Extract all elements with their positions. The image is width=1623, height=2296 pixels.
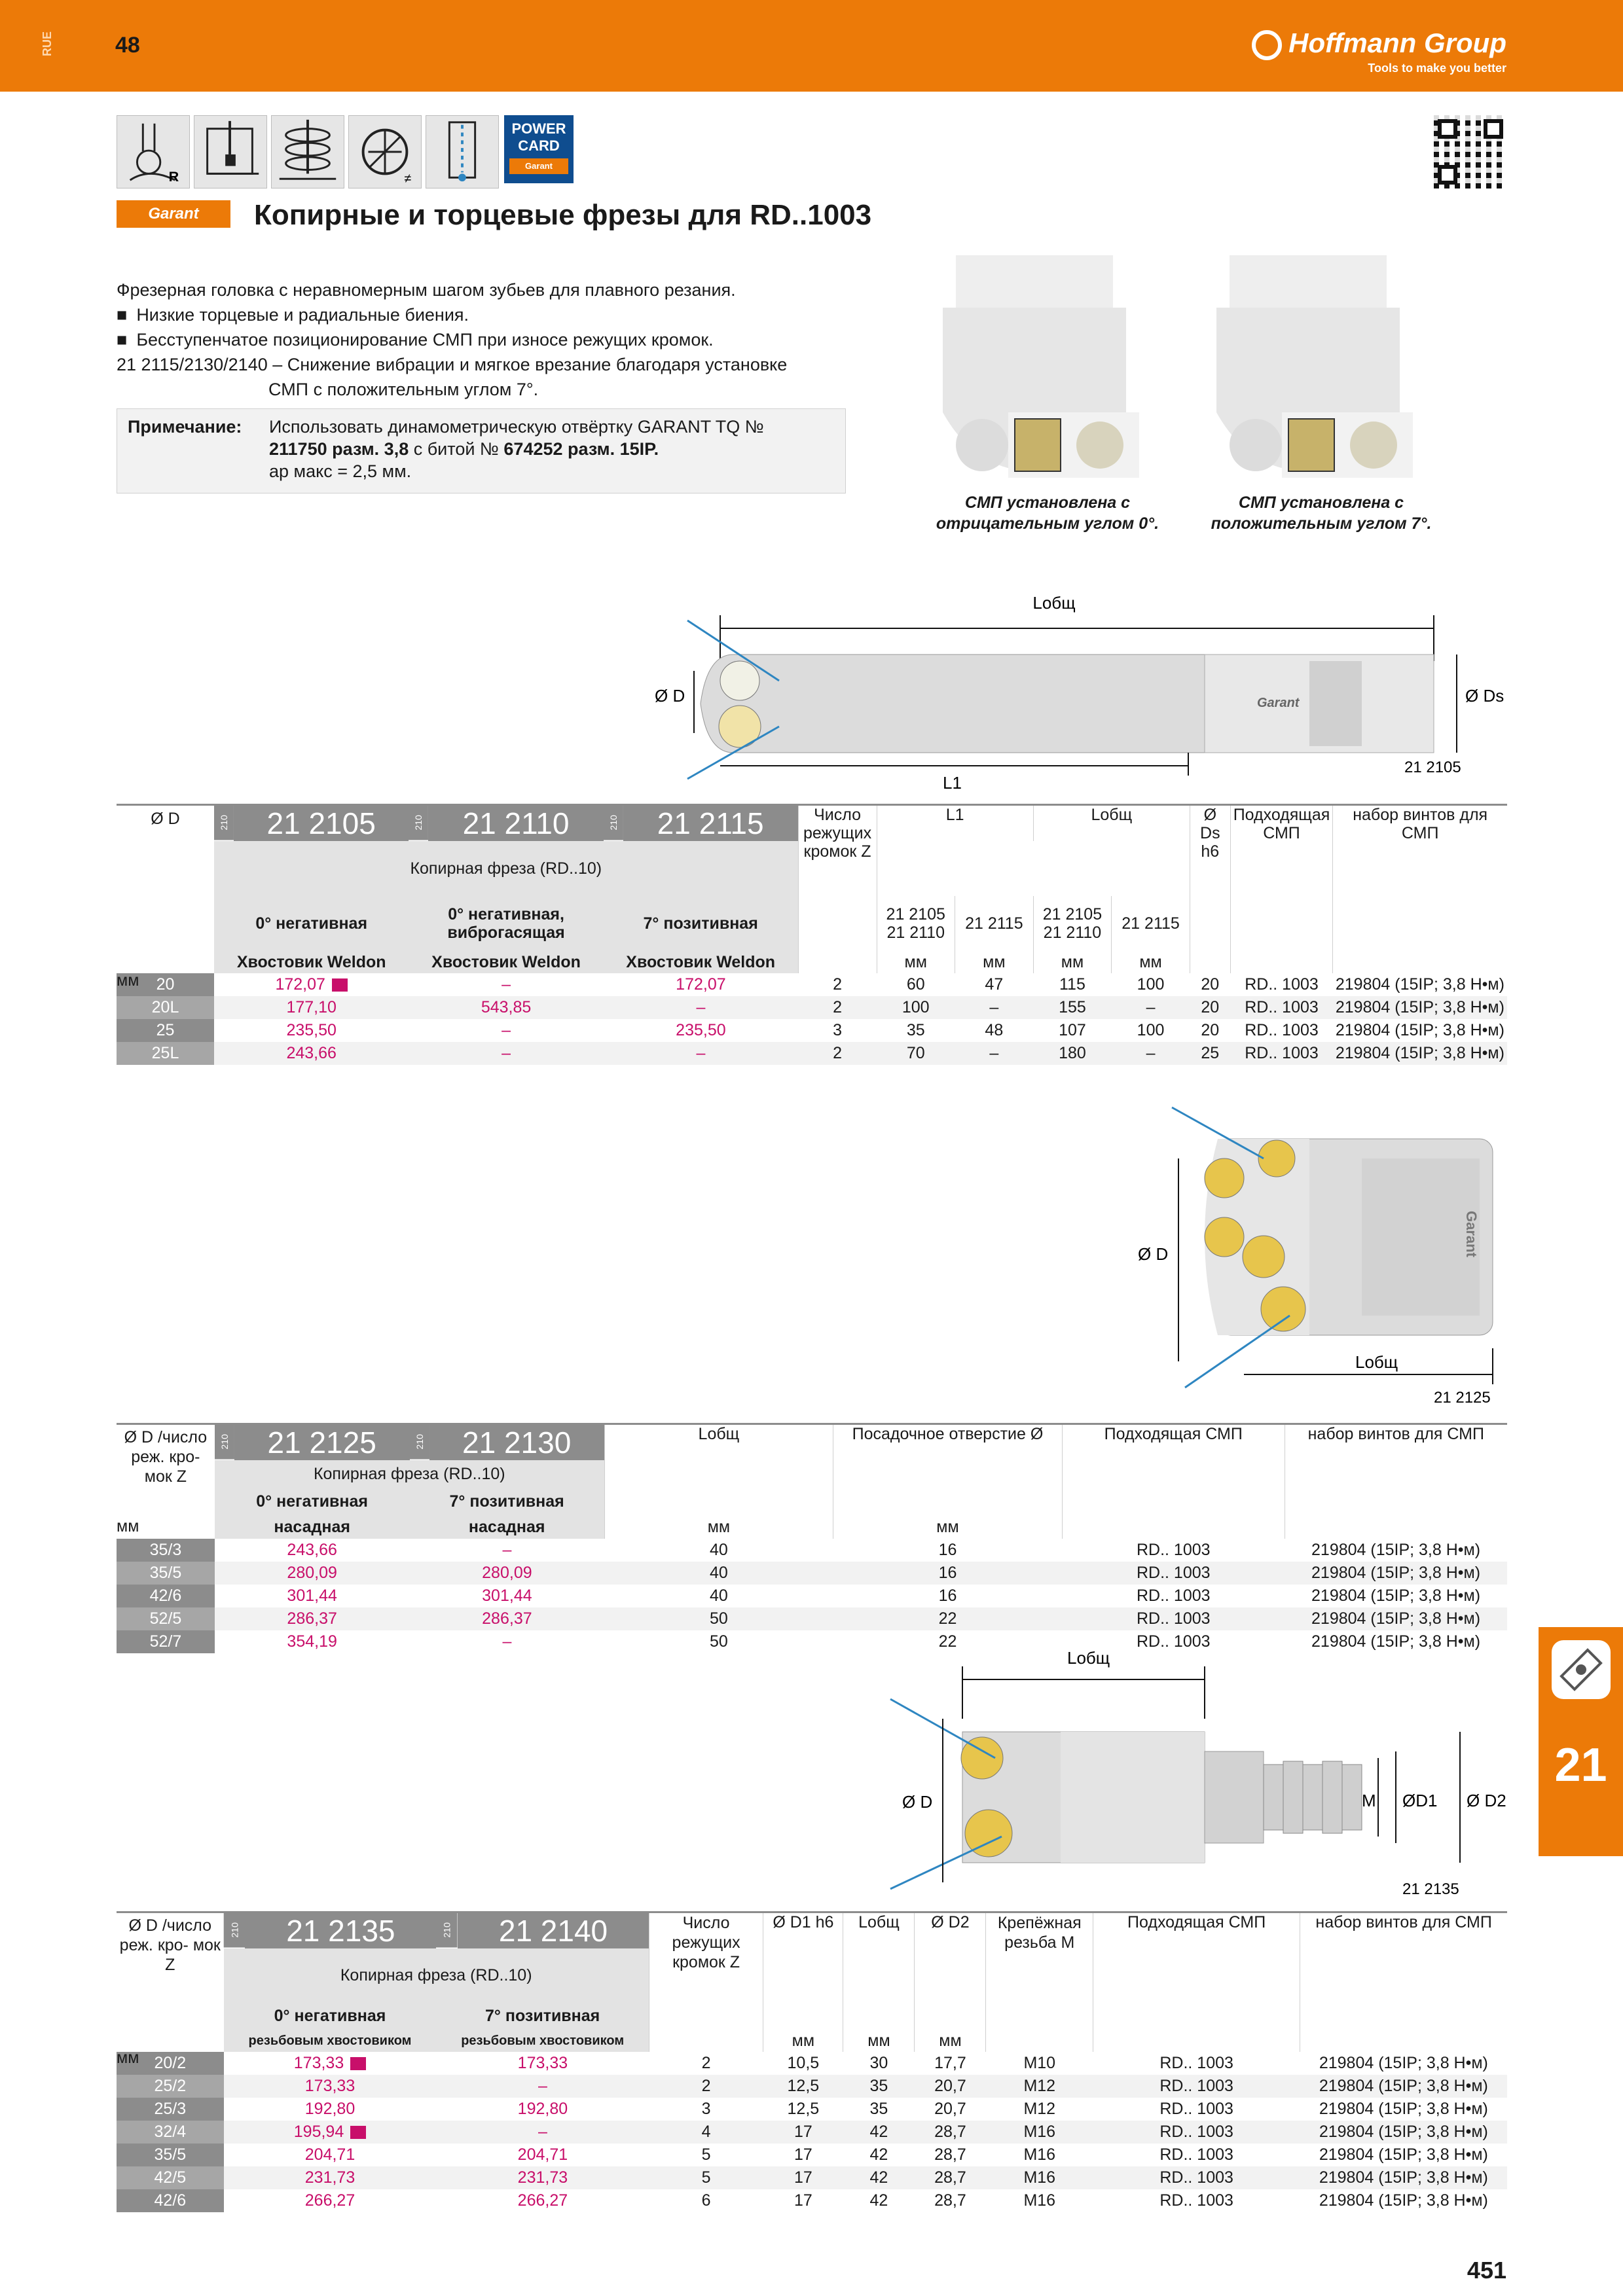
- price-cell: [214, 1042, 409, 1065]
- table-cell: 100: [902, 998, 930, 1016]
- table-cell: 5: [701, 2168, 711, 2187]
- table-shank-cutters: Ø D 210 21 2105 210 21 2110 210 21 2115 Число режущих кромок Z L1 Lобщ Ø Ds h6 Подходящая СМП набор винтов для СМП Копирная фреза (RD..10) 0° негативная 0° негативная, виброгасящая 7° позитивная 21 2105 21 2110 21 2115 21 2105 21 2110 21 2115 Хвостовик Weldon Хвостовик Weldon Хвостовик Weldon мм мм мм мм 20 172,07 – 172,07 2 60 47 115 100 20 RD.. 1003 219804 (15IP; 3,8 Н•м) 20L 177,10 543,85 – 2 100 – 155 – 20 RD.. 1003 219804 (15IP; 3,8 Н•м) 25 235,50 – 235,50 3 35 48 107 100 20 RD.. 1003 219804 (15IP; 3,8 Н•м) 25L 243,66 – – 2 70 – 180 – 25 RD.. 1003 219804 (15IP; 3,8 Н•м): [117, 804, 1507, 1065]
- price-value: –: [538, 2077, 547, 2095]
- screw-in-cutter-drawing: [890, 1648, 1519, 1915]
- table-cell: RD.. 1003: [1136, 1587, 1211, 1605]
- internal-coolant-icon: [426, 115, 499, 188]
- table-cell: RD.. 1003: [1136, 1632, 1211, 1651]
- row-key-cell: 35/5: [117, 1562, 215, 1585]
- price-cell: [409, 1019, 603, 1042]
- price-value: 266,27: [517, 2191, 568, 2210]
- table-cell: 30: [869, 2054, 888, 2072]
- table-cell: 17: [793, 2168, 812, 2187]
- table-cell: 70: [906, 1044, 925, 1062]
- table-cell: 48: [985, 1021, 1004, 1039]
- table-cell: 28,7: [934, 2191, 966, 2210]
- page-ref: 48: [115, 33, 140, 58]
- price-value: 301,44: [287, 1587, 337, 1605]
- table-row: [117, 2052, 1507, 2075]
- table-cell: RD.. 1003: [1136, 1609, 1211, 1628]
- price-cell: [436, 2052, 649, 2075]
- table-cell: 219804 (15IP; 3,8 Н•м): [1311, 1564, 1481, 1582]
- price-cell: [214, 1019, 409, 1042]
- table-row: [117, 1042, 1507, 1065]
- new-item-marker-icon: [350, 2057, 366, 2070]
- table-cell: 219804 (15IP; 3,8 Н•м): [1319, 2191, 1488, 2210]
- price-value: 235,50: [286, 1021, 337, 1039]
- table-cell: 35: [906, 1021, 925, 1039]
- new-item-marker-icon: [332, 978, 348, 992]
- table-cell: 10,5: [787, 2054, 820, 2072]
- table-cell: 47: [985, 975, 1004, 994]
- price-value: 192,80: [517, 2100, 568, 2118]
- table-cell: 2: [833, 1044, 842, 1062]
- d2-label: Ø D2: [1467, 1791, 1506, 1810]
- price-cell: [409, 973, 603, 996]
- table-row: [117, 1019, 1507, 1042]
- table-cell: 42: [869, 2123, 888, 2141]
- row-key-cell: 25L: [117, 1042, 214, 1065]
- price-value: 173,33: [304, 2077, 356, 2095]
- price-value: 192,80: [304, 2100, 356, 2118]
- price-value: –: [501, 1044, 511, 1062]
- table-cell: 60: [906, 975, 925, 994]
- table-row: [117, 2189, 1507, 2212]
- table-cell: RD.. 1003: [1159, 2054, 1233, 2072]
- price-value: 243,66: [286, 1044, 337, 1062]
- table-cell: RD.. 1003: [1159, 2077, 1233, 2095]
- price-value: 543,85: [481, 998, 532, 1016]
- price-value: 301,44: [482, 1587, 532, 1605]
- price-value: 173,33: [293, 2054, 344, 2072]
- table-cell: 42: [869, 2191, 888, 2210]
- price-cell: [409, 996, 603, 1019]
- price-value: –: [696, 1044, 706, 1062]
- table-cell: 6: [701, 2191, 711, 2210]
- caption-negative: СМП установлена с отрицательным углом 0°.: [936, 493, 1159, 533]
- price-cell: [224, 2121, 437, 2144]
- price-cell: [215, 1630, 410, 1653]
- price-cell: [214, 973, 409, 996]
- table-cell: 219804 (15IP; 3,8 Н•м): [1335, 1021, 1504, 1039]
- table-cell: M16: [1023, 2168, 1056, 2187]
- table-cell: 219804 (15IP; 3,8 Н•м): [1311, 1609, 1481, 1628]
- insert-negative-image: [930, 255, 1152, 491]
- power-card-logo: Garant: [509, 158, 568, 174]
- code-21-2130: 21 2130: [429, 1424, 605, 1461]
- row-key-cell: 25: [117, 1019, 214, 1042]
- product-description: Фрезерная головка с неравномерным шагом зубьев для плавного резания. ■ Низкие торцевые и радиальные биения. ■ Бесступенчатое позиционирование СМП при износе режущих кромок. 21 2115/2130/2140 – Снижение вибрации и мягкое врезание благодаря установке СМП с положительным углом 7°.: [117, 278, 863, 402]
- table-cell: RD.. 1003: [1136, 1541, 1211, 1559]
- price-cell: [436, 2121, 649, 2144]
- table-cell: RD.. 1003: [1159, 2191, 1233, 2210]
- price-value: –: [501, 1021, 511, 1039]
- table-cell: 20: [1201, 975, 1220, 994]
- table-cell: 25: [1201, 1044, 1220, 1062]
- ds-label: Ø Ds: [1465, 686, 1504, 706]
- table-cell: 180: [1059, 1044, 1086, 1062]
- price-value: –: [696, 998, 706, 1016]
- table-cell: 40: [710, 1541, 728, 1559]
- m-label: M: [1362, 1791, 1376, 1810]
- brand-tagline: Tools to make you better: [1368, 62, 1506, 75]
- table-cell: RD.. 1003: [1245, 975, 1319, 994]
- code-21-2140: 21 2140: [458, 1912, 649, 1949]
- table-cell: 5: [701, 2145, 711, 2164]
- code-21-2110: 21 2110: [428, 805, 603, 842]
- table-cell: 219804 (15IP; 3,8 Н•м): [1319, 2077, 1488, 2095]
- d1-label: ØD1: [1402, 1791, 1438, 1810]
- table-cell: RD.. 1003: [1245, 998, 1319, 1016]
- price-cell: [215, 1607, 410, 1630]
- table-cell: –: [1146, 998, 1156, 1016]
- table-cell: 20,7: [934, 2100, 966, 2118]
- table-cell: RD.. 1003: [1159, 2100, 1233, 2118]
- table-row: [117, 2098, 1507, 2121]
- table-cell: 107: [1059, 1021, 1086, 1039]
- table-cell: 219804 (15IP; 3,8 Н•м): [1335, 975, 1504, 994]
- table-cell: 22: [938, 1632, 957, 1651]
- price-cell: [224, 2189, 437, 2212]
- price-value: 231,73: [304, 2168, 356, 2187]
- price-cell: [409, 1042, 603, 1065]
- row-key-cell: 25/2: [117, 2075, 224, 2098]
- chapter-number: 21: [1554, 1739, 1607, 1791]
- price-value: 280,09: [287, 1564, 337, 1582]
- table-cell: 219804 (15IP; 3,8 Н•м): [1311, 1587, 1481, 1605]
- table-cell: 35: [869, 2077, 888, 2095]
- table-cell: 50: [710, 1632, 728, 1651]
- l1-label: L1: [943, 773, 962, 793]
- d-label-2: Ø D: [1138, 1244, 1169, 1264]
- price-value: 173,33: [517, 2054, 568, 2072]
- drawing-code-1: 21 2105: [1404, 759, 1461, 776]
- table-row: [117, 1539, 1507, 1562]
- table-row: [117, 973, 1507, 996]
- table-cell: RD.. 1003: [1245, 1021, 1319, 1039]
- qr-code[interactable]: [1434, 115, 1507, 188]
- table-cell: RD.. 1003: [1245, 1044, 1319, 1062]
- new-item-marker-icon: [350, 2126, 366, 2139]
- price-cell: [224, 2166, 437, 2189]
- row-key-cell: 32/4: [117, 2121, 224, 2144]
- price-value: –: [502, 1632, 512, 1651]
- price-cell: [410, 1539, 605, 1562]
- row-key-cell: 52/7: [117, 1630, 215, 1653]
- table-cell: M10: [1023, 2054, 1056, 2072]
- table-row: [117, 1562, 1507, 1585]
- row-key-cell: 20L: [117, 996, 214, 1019]
- table-cell: 42: [869, 2145, 888, 2164]
- shell-cutter-drawing: [1126, 1100, 1519, 1407]
- price-cell: [410, 1630, 605, 1653]
- price-cell: [436, 2075, 649, 2098]
- table-cell: 28,7: [934, 2168, 966, 2187]
- milling-insert-icon: [1552, 1640, 1611, 1699]
- table-cell: 219804 (15IP; 3,8 Н•м): [1311, 1632, 1481, 1651]
- table-screw-in-cutters: Ø D /число реж. кро- мок Z 210 21 2135 210 21 2140 Число режущих кромок Z Ø D1 h6 Lобщ Ø D2 Крепёжная резьба М Подходящая СМП набор винтов для СМП Копирная фреза (RD..10) 0° негативная 7° позитивная резьбовым хвостовиком резьбовым хвостовиком мм мм мм 20/2 173,33 173,33 2 10,5 30 17,7 M10 RD.. 1003 219804 (15IP; 3,8 Н•м) 25/2 173,33 – 2 12,5 35 20,7 M12 RD.. 1003 219804 (15IP; 3,8 Н•м) 25/3 192,80 192,80 3 12,5 35 20,7 M12 RD.. 1003 219804 (15IP; 3,8 Н•м) 32/4 195,94 – 4 17 42 28,7 M16 RD.. 1003 219804 (15IP; 3,8 Н•м) 35/5 204,71 204,71 5 17 42 28,7 M16 RD.. 1003 219804 (15IP; 3,8 Н•м) 42/5 231,73 231,73 5 17 42 28,7 M16 RD.. 1003 219804 (15IP; 3,8 Н•м) 42/6 266,27 266,27 6 17 42 28,7 M16 RD.. 1003 219804 (15IP; 3,8 Н•м): [117, 1911, 1507, 2212]
- table-cell: M12: [1023, 2077, 1056, 2095]
- table-cell: 20: [1201, 998, 1220, 1016]
- table-cell: 20: [1201, 1021, 1220, 1039]
- table-cell: 12,5: [787, 2077, 820, 2095]
- code-21-2105: 21 2105: [234, 805, 409, 842]
- table-cell: 2: [701, 2077, 711, 2095]
- price-value: –: [502, 1541, 512, 1559]
- price-value: 195,94: [293, 2123, 344, 2141]
- table-cell: 17: [793, 2191, 812, 2210]
- power-card-badge: POWER CARD Garant: [504, 115, 574, 183]
- price-value: 172,07: [275, 975, 325, 994]
- price-value: 177,10: [286, 998, 337, 1016]
- table-cell: RD.. 1003: [1159, 2123, 1233, 2141]
- brand-mark-icon: [1252, 30, 1282, 60]
- table-row: [117, 1630, 1507, 1653]
- d-label-1: Ø D: [655, 686, 685, 706]
- note-box: Примечание: Использовать динамометрическую отвёртку GARANT TQ № 211750 разм. 3,8 с битой № 674252 разм. 15IP. ap макс = 2,5 мм.: [117, 408, 846, 493]
- table-cell: 219804 (15IP; 3,8 Н•м): [1335, 1044, 1504, 1062]
- price-value: 286,37: [287, 1609, 337, 1628]
- table-cell: 17: [793, 2145, 812, 2164]
- unequal-pitch-icon: [348, 115, 422, 188]
- code-21-2135: 21 2135: [245, 1912, 436, 1949]
- code-21-2115: 21 2115: [623, 805, 798, 842]
- row-key-cell: 20: [117, 973, 214, 996]
- price-value: 172,07: [676, 975, 726, 994]
- price-cell: [410, 1585, 605, 1607]
- price-cell: [410, 1562, 605, 1585]
- table-cell: 219804 (15IP; 3,8 Н•м): [1319, 2145, 1488, 2164]
- price-cell: [224, 2144, 437, 2166]
- price-cell: [604, 1019, 798, 1042]
- table-cell: 219804 (15IP; 3,8 Н•м): [1319, 2168, 1488, 2187]
- table-cell: 16: [938, 1587, 957, 1605]
- price-value: 286,37: [482, 1609, 532, 1628]
- table-cell: 12,5: [787, 2100, 820, 2118]
- table-cell: 28,7: [934, 2145, 966, 2164]
- table-cell: –: [1146, 1044, 1156, 1062]
- price-value: 231,73: [517, 2168, 568, 2187]
- price-cell: [604, 1042, 798, 1065]
- price-cell: [215, 1562, 410, 1585]
- caption-positive: СМП установлена с положительным углом 7°.: [1211, 493, 1432, 533]
- l-total-label-3: Lобщ: [1067, 1648, 1110, 1668]
- price-value: 266,27: [304, 2191, 356, 2210]
- table-cell: RD.. 1003: [1136, 1564, 1211, 1582]
- brand-logo[interactable]: Hoffmann Group: [1252, 27, 1506, 60]
- drawing-code-3: 21 2135: [1402, 1880, 1459, 1898]
- table-shell-cutters: Ø D /число реж. кро- мок Z 210 21 2125 210 21 2130 Lобщ Посадочное отверстие Ø Подходящая СМП набор винтов для СМП Копирная фреза (RD..10) 0° негативная 7° позитивная насадная насадная мм мм 35/3 243,66 – 40 16 RD.. 1003 219804 (15IP; 3,8 Н•м) 35/5 280,09 280,09 40 16 RD.. 1003 219804 (15IP; 3,8 Н•м) 42/6 301,44 301,44 40 16 RD.. 1003 219804 (15IP; 3,8 Н•м) 52/5 286,37 286,37 50 22 RD.. 1003 219804 (15IP; 3,8 Н•м) 52/7 354,19 – 50 22 RD.. 1003 219804 (15IP; 3,8 Н•м): [117, 1423, 1507, 1653]
- table-cell: 155: [1059, 998, 1086, 1016]
- table-cell: 219804 (15IP; 3,8 Н•м): [1319, 2123, 1488, 2141]
- price-value: 235,50: [676, 1021, 726, 1039]
- table-cell: 35: [869, 2100, 888, 2118]
- row-key-cell: 42/6: [117, 2189, 224, 2212]
- table-row: [117, 1585, 1507, 1607]
- code-21-2125: 21 2125: [234, 1424, 410, 1461]
- price-cell: [436, 2098, 649, 2121]
- table-cell: M16: [1023, 2145, 1056, 2164]
- table-cell: 50: [710, 1609, 728, 1628]
- price-cell: [215, 1539, 410, 1562]
- insert-positive-image: [1203, 255, 1426, 491]
- price-cell: [604, 996, 798, 1019]
- table-cell: 100: [1137, 1021, 1165, 1039]
- side-code: RUE: [41, 31, 54, 57]
- table-cell: M16: [1023, 2123, 1056, 2141]
- table-cell: 3: [701, 2100, 711, 2118]
- table-cell: 17: [793, 2123, 812, 2141]
- price-cell: [224, 2075, 437, 2098]
- price-cell: [224, 2098, 437, 2121]
- table-cell: 20,7: [934, 2077, 966, 2095]
- table-row: [117, 1607, 1507, 1630]
- price-cell: [224, 2052, 437, 2075]
- table-cell: RD.. 1003: [1159, 2168, 1233, 2187]
- table-cell: 3: [833, 1021, 842, 1039]
- table-cell: –: [989, 998, 999, 1016]
- table-cell: 40: [710, 1564, 728, 1582]
- table-cell: 42: [869, 2168, 888, 2187]
- svg-text:Garant: Garant: [1463, 1211, 1480, 1257]
- price-cell: [436, 2166, 649, 2189]
- table-cell: 2: [833, 975, 842, 994]
- chapter-tab[interactable]: [1539, 1627, 1623, 1856]
- row-key-cell: 20/2: [117, 2052, 224, 2075]
- row-key-cell: 25/3: [117, 2098, 224, 2121]
- table-cell: 22: [938, 1609, 957, 1628]
- drawing-code-2: 21 2125: [1434, 1389, 1491, 1407]
- garant-brand-tag: Garant: [117, 200, 230, 228]
- table-cell: 219804 (15IP; 3,8 Н•м): [1311, 1541, 1481, 1559]
- price-cell: [410, 1607, 605, 1630]
- price-cell: [436, 2144, 649, 2166]
- table-cell: 40: [710, 1587, 728, 1605]
- price-cell: [215, 1585, 410, 1607]
- price-value: 354,19: [287, 1632, 337, 1651]
- shoulder-milling-icon: [194, 115, 267, 188]
- table-cell: 16: [938, 1564, 957, 1582]
- row-key-cell: 35/3: [117, 1539, 215, 1562]
- svg-text:≠: ≠: [404, 171, 412, 187]
- table-row: [117, 2166, 1507, 2189]
- row-key-cell: 52/5: [117, 1607, 215, 1630]
- shank-cutter-drawing: [629, 589, 1504, 798]
- table-cell: 17,7: [934, 2054, 966, 2072]
- table-cell: 219804 (15IP; 3,8 Н•м): [1335, 998, 1504, 1016]
- table-cell: 2: [701, 2054, 711, 2072]
- price-value: –: [501, 975, 511, 994]
- price-value: 280,09: [482, 1564, 532, 1582]
- price-cell: [214, 996, 409, 1019]
- l-total-label-1: Lобщ: [1032, 593, 1076, 613]
- table-cell: M16: [1023, 2191, 1056, 2210]
- row-key-cell: 42/5: [117, 2166, 224, 2189]
- price-cell: [436, 2189, 649, 2212]
- table-row: [117, 2144, 1507, 2166]
- table-row: [117, 2121, 1507, 2144]
- price-value: 204,71: [304, 2145, 356, 2164]
- table-cell: –: [989, 1044, 999, 1062]
- table-cell: 16: [938, 1541, 957, 1559]
- table-cell: 115: [1059, 975, 1085, 994]
- price-value: 204,71: [517, 2145, 568, 2164]
- d-label-3: Ø D: [902, 1792, 933, 1812]
- helical-milling-icon: [271, 115, 344, 188]
- table-cell: 100: [1137, 975, 1165, 994]
- price-value: –: [538, 2123, 547, 2141]
- l-total-label-2: Lобщ: [1355, 1352, 1398, 1372]
- row-key-cell: 35/5: [117, 2144, 224, 2166]
- row-key-cell: 42/6: [117, 1585, 215, 1607]
- page-title: Копирные и торцевые фрезы для RD..1003: [254, 199, 872, 231]
- table-cell: 4: [701, 2123, 711, 2141]
- svg-text:Garant: Garant: [1257, 696, 1300, 710]
- table-row: [117, 996, 1507, 1019]
- table-cell: 2: [833, 998, 842, 1016]
- radius-profile-icon: [117, 115, 190, 188]
- table-cell: M12: [1023, 2100, 1056, 2118]
- table-cell: 28,7: [934, 2123, 966, 2141]
- price-value: 243,66: [287, 1541, 337, 1559]
- table-cell: 219804 (15IP; 3,8 Н•м): [1319, 2054, 1488, 2072]
- price-cell: [604, 973, 798, 996]
- table-cell: 219804 (15IP; 3,8 Н•м): [1319, 2100, 1488, 2118]
- page-number: 451: [1467, 2257, 1506, 2284]
- icon-r-label: R: [168, 168, 179, 185]
- note-label: Примечание:: [128, 417, 242, 437]
- table-row: [117, 2075, 1507, 2098]
- table-cell: RD.. 1003: [1159, 2145, 1233, 2164]
